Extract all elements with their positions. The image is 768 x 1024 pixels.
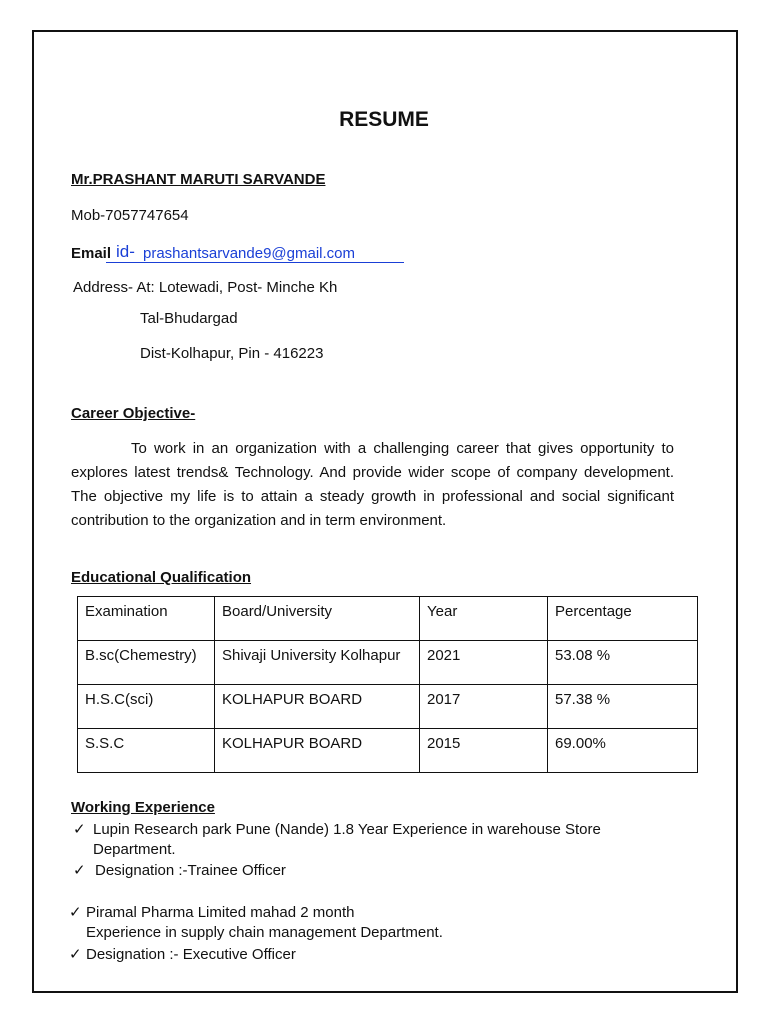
email-underline (106, 262, 404, 263)
experience-text: Designation :- Executive Officer (86, 946, 296, 963)
header-year: Year (420, 597, 548, 641)
header-percentage: Percentage (548, 597, 698, 641)
experience-text: Lupin Research park Pune (Nande) 1.8 Year Experience in warehouse Store (93, 821, 601, 838)
header-board: Board/University (215, 597, 420, 641)
experience-continuation: Department. (93, 841, 176, 858)
check-icon: ✓ (73, 862, 86, 879)
candidate-name: Mr.PRASHANT MARUTI SARVANDE (71, 171, 326, 188)
email-id-label: id- (116, 242, 135, 261)
mobile-number: Mob-7057747654 (71, 207, 189, 224)
table-row (78, 729, 698, 773)
education-heading: Educational Qualification (71, 569, 252, 586)
experience-text: Designation :-Trainee Officer (95, 862, 286, 879)
list-item (73, 861, 286, 879)
cell-year: 2021 (420, 641, 548, 685)
career-objective-body: To work in an organization with a challenging career that gives opportunity to explores latest trends& Technology. And provide wider scope of company development. The objective my life is to attain a steady growth in professional and social significant contribution to the organization and in term environment. (71, 440, 674, 529)
address-line-3: Dist-Kolhapur, Pin - 416223 (140, 345, 324, 362)
address-line-2: Tal-Bhudargad (140, 310, 238, 327)
experience-text: Piramal Pharma Limited mahad 2 month (86, 904, 355, 921)
cell-board: Shivaji University Kolhapur (215, 641, 420, 685)
cell-examination: H.S.C(sci) (78, 685, 215, 729)
experience-continuation: Experience in supply chain management Department. (86, 924, 443, 941)
header-examination: Examination (78, 597, 215, 641)
list-item (69, 903, 354, 921)
table-row (78, 685, 698, 729)
list-item (73, 820, 601, 838)
email-address-link[interactable]: prashantsarvande9@gmail.com (143, 245, 355, 262)
cell-percentage: 53.08 % (548, 641, 698, 685)
career-objective-heading: Career Objective- (71, 405, 196, 422)
cell-examination: B.sc(Chemestry) (78, 641, 215, 685)
cell-examination: S.S.C (78, 729, 215, 773)
cell-board: KOLHAPUR BOARD (215, 685, 420, 729)
address-line-1: Address- At: Lotewadi, Post- Minche Kh (73, 279, 338, 296)
cell-year: 2015 (420, 729, 548, 773)
table-header-row (78, 597, 698, 641)
career-objective-text (71, 437, 674, 533)
check-icon: ✓ (69, 904, 82, 921)
cell-year: 2017 (420, 685, 548, 729)
cell-percentage: 69.00% (548, 729, 698, 773)
table-row (78, 641, 698, 685)
check-icon: ✓ (73, 821, 86, 838)
experience-heading: Working Experience (71, 799, 215, 816)
cell-board: KOLHAPUR BOARD (215, 729, 420, 773)
resume-title: RESUME (339, 108, 429, 131)
list-item (69, 945, 296, 963)
education-table (77, 596, 698, 773)
email-label: Email (71, 245, 112, 262)
cell-percentage: 57.38 % (548, 685, 698, 729)
check-icon: ✓ (69, 946, 82, 963)
